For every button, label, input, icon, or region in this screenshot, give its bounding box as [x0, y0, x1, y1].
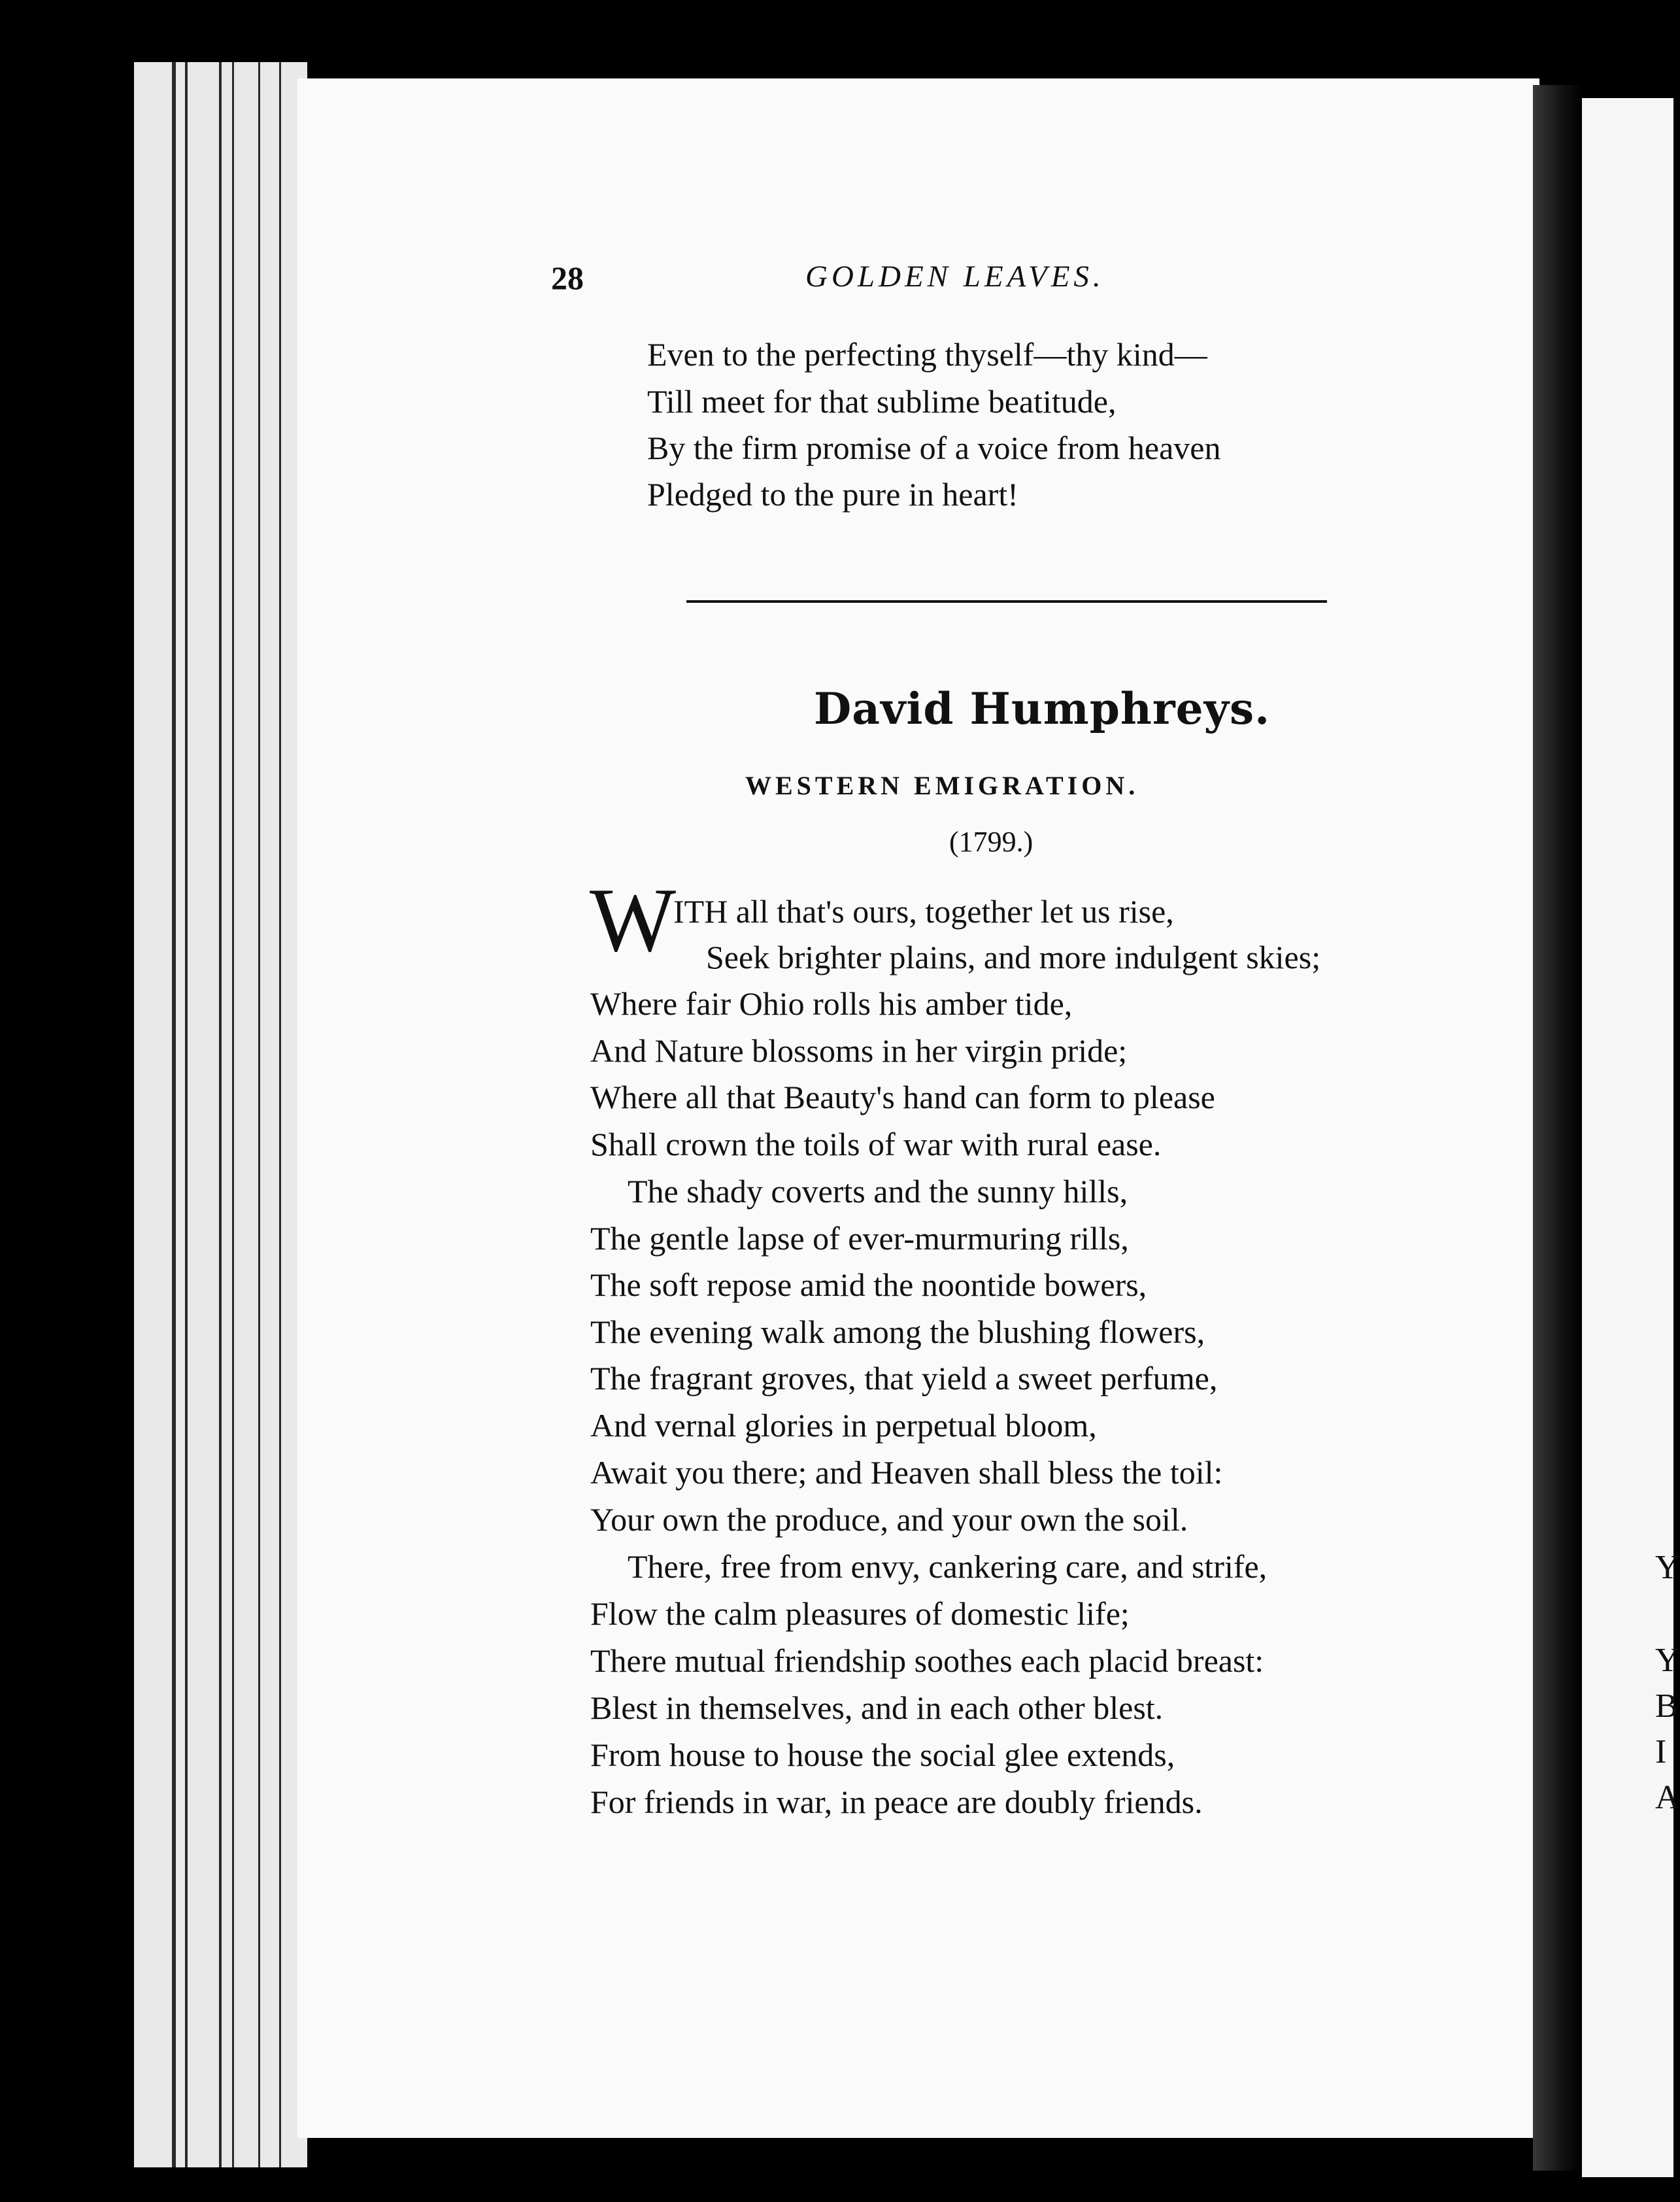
page-edge-line	[258, 62, 260, 2167]
facing-page-letter: Y	[1655, 1549, 1680, 1586]
facing-page-letter: I	[1655, 1733, 1667, 1770]
verse-line: There mutual friendship soothes each placid breast:	[590, 1642, 1264, 1679]
verse-line: For friends in war, in peace are doubly friends.	[590, 1784, 1203, 1820]
facing-page-letter: B	[1655, 1687, 1678, 1725]
verse-line: Where fair Ohio rolls his amber tide,	[590, 985, 1073, 1022]
page-edge-line	[172, 62, 176, 2167]
verse-line: Till meet for that sublime beatitude,	[647, 383, 1117, 420]
page-edge-line	[279, 62, 281, 2167]
page-number: 28	[551, 260, 584, 296]
facing-page	[1582, 98, 1673, 2177]
verse-line: ITH all that's ours, together let us rise,	[673, 893, 1174, 930]
verse-line: Shall crown the toils of war with rural ease.	[590, 1126, 1162, 1162]
facing-page-letter: A	[1655, 1779, 1680, 1816]
gutter-shadow	[1533, 85, 1582, 2171]
running-title: GOLDEN LEAVES.	[805, 260, 1105, 294]
author-heading: David Humphreys.	[814, 683, 1271, 734]
verse-line: From house to house the social glee extends,	[590, 1736, 1175, 1773]
verse-line: Your own the produce, and your own the soil.	[590, 1501, 1188, 1538]
verse-line: The gentle lapse of ever-murmuring rills,	[590, 1220, 1129, 1257]
poem-year: (1799.)	[949, 826, 1033, 858]
verse-line: Await you there; and Heaven shall bless the toil:	[590, 1454, 1223, 1491]
verse-line: By the firm promise of a voice from heaven	[647, 430, 1221, 466]
page-edge-line	[185, 62, 188, 2167]
section-divider	[686, 600, 1327, 603]
verse-line: Seek brighter plains, and more indulgent skies;	[706, 939, 1321, 975]
page-edge-line	[232, 62, 234, 2167]
page-edges	[134, 62, 307, 2167]
page-edge-line	[219, 62, 222, 2167]
verse-line: The evening walk among the blushing flowers,	[590, 1313, 1205, 1350]
verse-line: Even to the perfecting thyself—thy kind—	[647, 336, 1207, 373]
facing-page-letter: Y	[1655, 1642, 1680, 1679]
verse-line: Where all that Beauty's hand can form to please	[590, 1079, 1215, 1115]
verse-line: The soft repose amid the noontide bowers,	[590, 1266, 1147, 1303]
verse-line: And Nature blossoms in her virgin pride;	[590, 1032, 1128, 1069]
poem-title: WESTERN EMIGRATION.	[745, 771, 1139, 800]
verse-line: The fragrant groves, that yield a sweet perfume,	[590, 1360, 1218, 1397]
verse-line: Pledged to the pure in heart!	[647, 476, 1018, 513]
verse-line: Blest in themselves, and in each other blest.	[590, 1689, 1164, 1726]
verse-line: The shady coverts and the sunny hills,	[628, 1173, 1128, 1210]
verse-line: And vernal glories in perpetual bloom,	[590, 1407, 1097, 1444]
drop-cap: W	[590, 870, 677, 971]
verse-line: There, free from envy, cankering care, and strife,	[628, 1548, 1268, 1585]
verse-line: Flow the calm pleasures of domestic life;	[590, 1595, 1130, 1632]
